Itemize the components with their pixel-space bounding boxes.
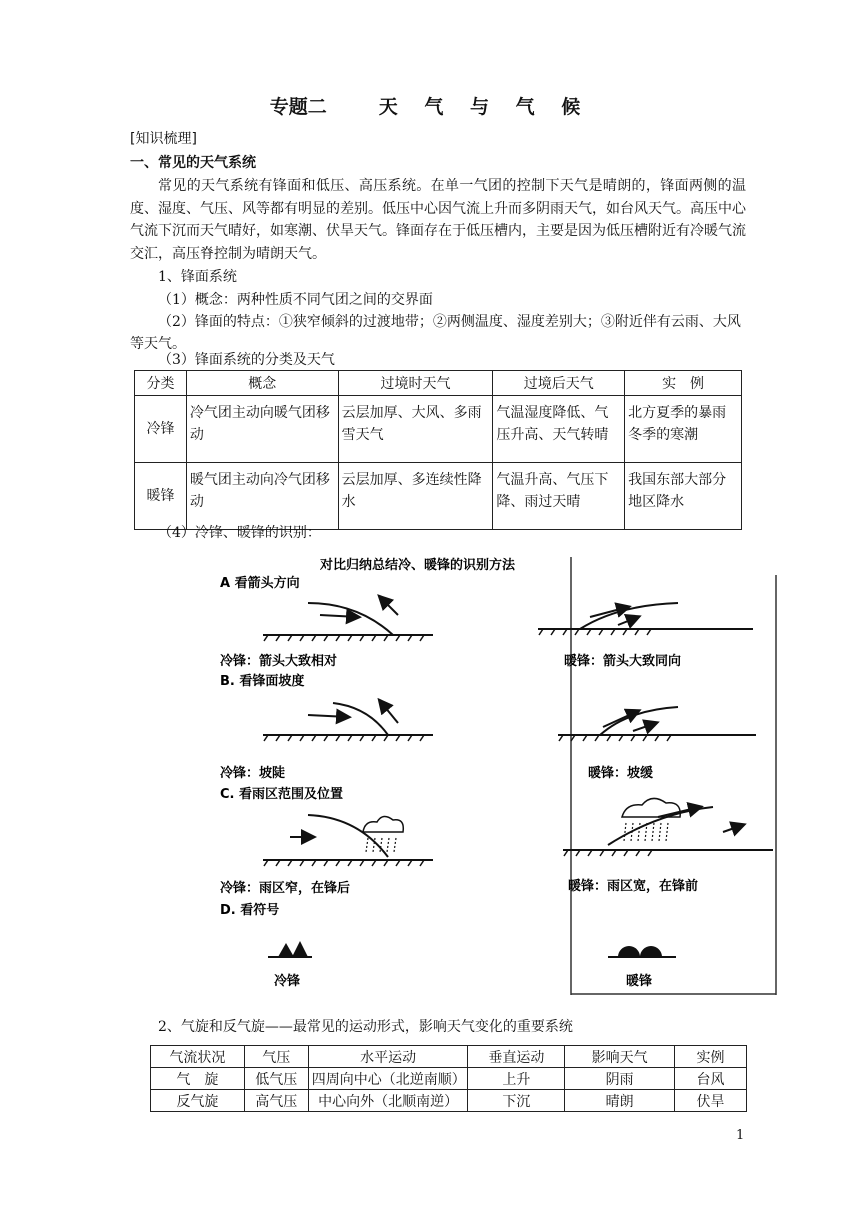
cold-rain-caption: 冷锋：雨区窄，在锋后 bbox=[220, 881, 351, 896]
item-identification: （4）冷锋、暖锋的识别： bbox=[158, 525, 321, 541]
table-header-cell: 概念 bbox=[186, 371, 338, 396]
warm-front-rain-diagram bbox=[563, 798, 773, 856]
table-header-cell: 气压 bbox=[244, 1046, 308, 1068]
table-cell: 气温升高、气压下降、雨过天晴 bbox=[493, 463, 625, 530]
table-row bbox=[135, 396, 742, 463]
item-concept: （1）概念：两种性质不同气团之间的交界面 bbox=[158, 292, 433, 308]
table-header-cell: 实例 bbox=[675, 1046, 747, 1068]
method-d-label: D. 看符号 bbox=[220, 903, 280, 918]
table-cell: 冷气团主动向暖气团移动 bbox=[186, 396, 338, 463]
method-b-label: B. 看锋面坡度 bbox=[220, 674, 305, 689]
warm-rain-caption: 暖锋：雨区宽，在锋前 bbox=[568, 879, 699, 894]
table-header-cell: 水平运动 bbox=[308, 1046, 468, 1068]
table-header-row bbox=[151, 1046, 747, 1068]
section-heading: [知识梳理] bbox=[130, 131, 197, 147]
cold-front-rain-diagram bbox=[263, 815, 433, 866]
table-cell: 四周向中心（北逆南顺） bbox=[308, 1068, 468, 1090]
table-cell: 气 旋 bbox=[151, 1068, 245, 1090]
table-header-cell: 气流状况 bbox=[151, 1046, 245, 1068]
item-classification: （3）锋面系统的分类及天气 bbox=[158, 352, 335, 368]
table-cell: 冷锋 bbox=[135, 396, 187, 463]
table-cell: 云层加厚、大风、多雨雪天气 bbox=[338, 396, 493, 463]
page-title bbox=[0, 92, 860, 119]
table-header-cell: 实 例 bbox=[625, 371, 742, 396]
table-cell: 北方夏季的暴雨冬季的寒潮 bbox=[625, 396, 742, 463]
warm-front-slope-diagram bbox=[558, 707, 756, 741]
table-header-cell: 垂直运动 bbox=[468, 1046, 565, 1068]
table-cell: 高气压 bbox=[244, 1090, 308, 1112]
table-row bbox=[151, 1068, 747, 1090]
table-cell: 暖锋 bbox=[135, 463, 187, 530]
table-cell: 伏旱 bbox=[675, 1090, 747, 1112]
table-cell: 云层加厚、多连续性降水 bbox=[338, 463, 493, 530]
subheading-front-system: 1、锋面系统 bbox=[158, 269, 237, 285]
warm-arrows-caption: 暖锋：箭头大致同向 bbox=[564, 654, 682, 669]
cold-front-arrows-diagram bbox=[263, 597, 433, 641]
method-a-label: A 看箭头方向 bbox=[220, 576, 300, 591]
table-cell: 晴朗 bbox=[565, 1090, 675, 1112]
table-cell: 上升 bbox=[468, 1068, 565, 1090]
method-c-label: C. 看雨区范围及位置 bbox=[220, 787, 344, 802]
front-identification-figure bbox=[208, 545, 778, 995]
figure-title: 对比归纳总结冷、暖锋的识别方法 bbox=[320, 558, 516, 573]
table-cell: 我国东部大部分地区降水 bbox=[625, 463, 742, 530]
table-cell: 气温湿度降低、气压升高、天气转晴 bbox=[493, 396, 625, 463]
intro-paragraph: 常见的天气系统有锋面和低压、高压系统。在单一气团的控制下天气是晴朗的，锋面两侧的温度、湿度、气压、风等都有明显的差别。低压中心因气流上升而多阴雨天气，如台风天气。高压中心气流下沉而天气晴好，如寒潮、伏旱天气。锋面存在于低压槽内，主要是因为低压槽附近有冷暖气流交汇，高压脊控制为晴朗天气。 bbox=[130, 178, 746, 262]
warm-symbol-caption: 暖锋 bbox=[626, 974, 653, 989]
cold-slope-caption: 冷锋：坡陡 bbox=[220, 766, 286, 781]
table-header-cell: 过境时天气 bbox=[338, 371, 493, 396]
table-header-cell: 分类 bbox=[135, 371, 187, 396]
table-cell: 低气压 bbox=[244, 1068, 308, 1090]
table-cell: 反气旋 bbox=[151, 1090, 245, 1112]
warm-front-symbol bbox=[608, 946, 676, 957]
title-subject: 天 气 与 气 候 bbox=[378, 96, 591, 118]
table-row bbox=[135, 463, 742, 530]
table-row bbox=[151, 1090, 747, 1112]
page-number: 1 bbox=[736, 1128, 745, 1143]
table-cell: 下沉 bbox=[468, 1090, 565, 1112]
heading-weather-systems: 一、常见的天气系统 bbox=[130, 155, 256, 171]
cold-symbol-caption: 冷锋 bbox=[274, 974, 301, 989]
cold-front-symbol bbox=[268, 941, 312, 957]
warm-slope-caption: 暖锋：坡缓 bbox=[588, 766, 654, 781]
table-header-cell: 过境后天气 bbox=[493, 371, 625, 396]
cold-front-slope-diagram bbox=[263, 701, 433, 741]
front-table bbox=[134, 370, 742, 530]
table-header-row bbox=[135, 371, 742, 396]
table-cell: 台风 bbox=[675, 1068, 747, 1090]
subheading-cyclone: 2、气旋和反气旋——最常见的运动形式，影响天气变化的重要系统 bbox=[158, 1019, 573, 1035]
cold-arrows-caption: 冷锋：箭头大致相对 bbox=[220, 654, 338, 669]
table-cell: 阴雨 bbox=[565, 1068, 675, 1090]
table-header-cell: 影响天气 bbox=[565, 1046, 675, 1068]
title-topic: 专题二 bbox=[269, 96, 327, 118]
cyclone-table bbox=[150, 1045, 747, 1112]
table-cell: 暖气团主动向冷气团移动 bbox=[186, 463, 338, 530]
table-cell: 中心向外（北顺南逆） bbox=[308, 1090, 468, 1112]
item-features: （2）锋面的特点：①狭窄倾斜的过渡地带；②两侧温度、湿度差别大；③附近伴有云雨、大风等天气。 bbox=[130, 314, 741, 352]
